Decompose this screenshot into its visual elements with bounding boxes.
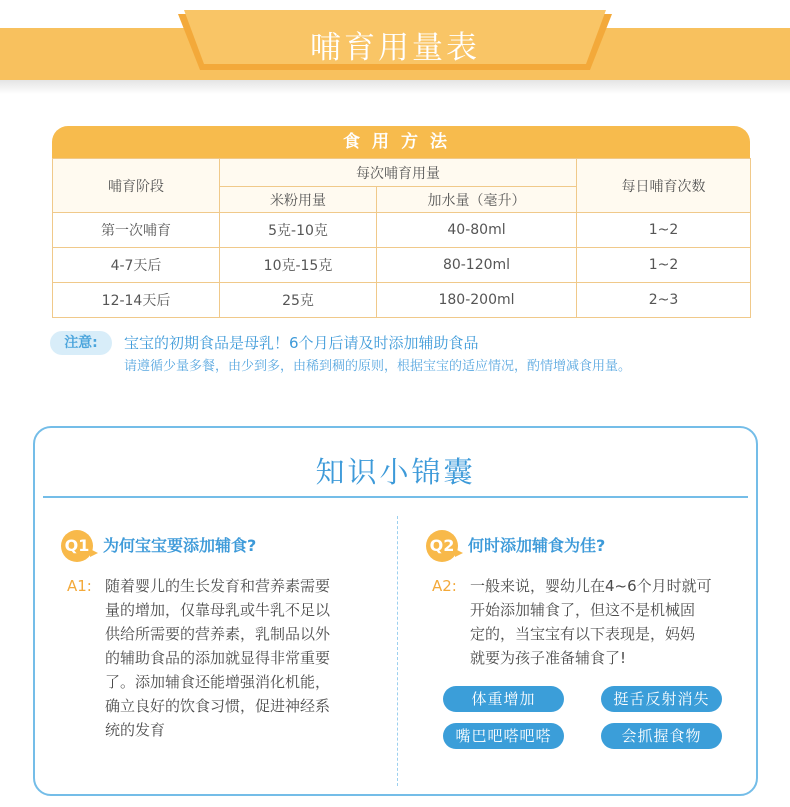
cell-stage: 4-7天后 [53, 248, 220, 283]
sign-tag: 体重增加 [443, 686, 564, 712]
cell-stage: 12-14天后 [53, 283, 220, 318]
answer-line: 确立良好的饮食习惯，促进神经系 [105, 697, 331, 715]
sign-tag: 会抓握食物 [601, 723, 722, 749]
table-row [53, 283, 751, 318]
note-headline: 宝宝的初期食品是母乳！6个月后请及时添加辅助食品 [124, 334, 479, 352]
note-detail: 请遵循少量多餐，由少到多，由稀到稠的原则，根据宝宝的适应情况，酌情增减食用量。 [124, 359, 632, 374]
column-divider [397, 516, 398, 786]
knowledge-box [33, 426, 758, 796]
cell-rice: 5克-10克 [220, 213, 377, 248]
table-caption: 食用方法 [52, 126, 750, 158]
answer-line: 就要为孩子准备辅食了! [470, 649, 627, 667]
table-row [53, 248, 751, 283]
header-daily: 每日哺育次数 [577, 159, 751, 213]
cell-water: 180-200ml [377, 283, 577, 318]
header-rice: 米粉用量 [220, 187, 377, 213]
answer-line: 供给所需要的营养素，乳制品以外 [105, 625, 331, 643]
q1-badge: Q1 [61, 530, 93, 562]
answer-line: 量的增加，仅靠母乳或牛乳不足以 [105, 601, 331, 619]
sign-tag: 嘴巴吧嗒吧嗒 [443, 723, 564, 749]
usage-table [52, 126, 750, 318]
answer-line: 的辅助食品的添加就显得非常重要 [105, 649, 331, 667]
cell-water: 80-120ml [377, 248, 577, 283]
sign-tag: 挺舌反射消失 [601, 686, 722, 712]
answer-line: 定的，当宝宝有以下表现是，妈妈 [470, 625, 696, 643]
note-label: 注意: [50, 331, 112, 355]
cell-rice: 25克 [220, 283, 377, 318]
a2-answer [470, 574, 712, 670]
a1-label: A1: [67, 577, 92, 595]
cell-rice: 10克-15克 [220, 248, 377, 283]
q2-badge: Q2 [426, 530, 458, 562]
answer-line: 了。添加辅食还能增强消化机能， [105, 673, 331, 691]
top-banner [0, 0, 790, 80]
page-title: 哺育用量表 [310, 30, 480, 66]
q1-question: 为何宝宝要添加辅食? [103, 536, 257, 555]
header-stage: 哺育阶段 [53, 159, 220, 213]
cell-daily: 1~2 [577, 213, 751, 248]
title-divider [43, 496, 748, 498]
answer-line: 开始添加辅食了，但这不是机械固 [470, 601, 696, 619]
answer-line: 一般来说，婴幼儿在4~6个月时就可 [470, 577, 712, 595]
a1-answer [105, 574, 330, 742]
cell-daily: 1~2 [577, 248, 751, 283]
header-per-feed: 每次哺育用量 [220, 159, 577, 187]
a2-label: A2: [432, 577, 457, 595]
header-water: 加水量（毫升） [377, 187, 577, 213]
cell-stage: 第一次哺育 [53, 213, 220, 248]
table-row [53, 213, 751, 248]
q2-question: 何时添加辅食为佳? [468, 536, 606, 555]
knowledge-title: 知识小锦囊 [315, 455, 476, 489]
answer-line: 统的发育 [105, 721, 166, 739]
cell-water: 40-80ml [377, 213, 577, 248]
answer-line: 随着婴儿的生长发育和营养素需要 [105, 577, 331, 595]
cell-daily: 2~3 [577, 283, 751, 318]
